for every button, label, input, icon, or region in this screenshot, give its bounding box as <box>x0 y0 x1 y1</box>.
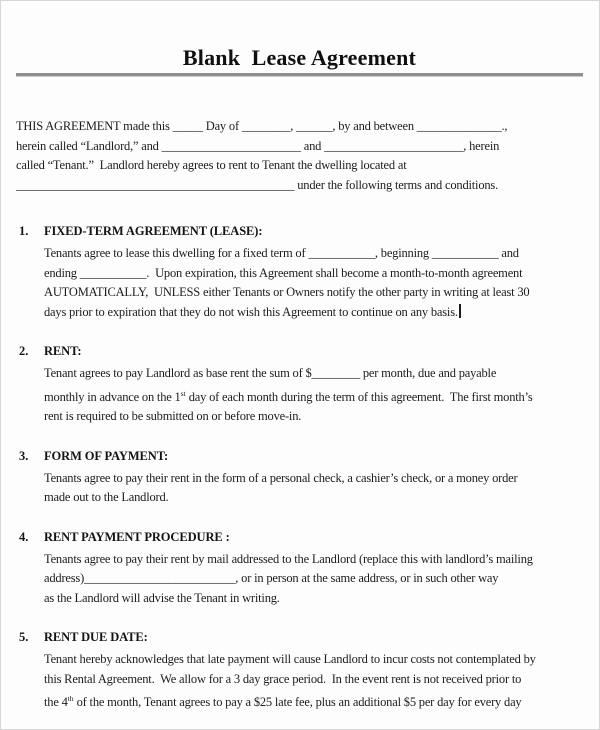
body-line: Tenants agree to pay their rent by mail addressed to the Landlord (replace this with landlord’s mailing <box>44 551 533 566</box>
intro-paragraph <box>16 117 583 195</box>
section-form-of-payment <box>16 447 583 508</box>
body-line: made out to the Landlord. <box>44 490 169 505</box>
section-number: 1. <box>19 224 29 238</box>
section-number: 5. <box>19 630 29 645</box>
section-heading: RENT: <box>44 344 82 358</box>
section-fixed-term-agreement <box>16 222 583 322</box>
section-number: 4. <box>19 529 29 544</box>
body-line-text: days prior to expiration that they do not wish this Agreement to continue on any basis. <box>44 304 458 319</box>
body-line: as the Landlord will advise the Tenant in writing. <box>44 590 280 605</box>
section-rent <box>16 342 583 427</box>
section-heading: FIXED-TERM AGREEMENT (LEASE): <box>44 224 263 238</box>
page-title: Blank Lease Agreement <box>182 45 417 70</box>
body-line: address)_________________________, or in person at the same address, or in such other way <box>44 571 499 586</box>
body-line: AUTOMATICALLY, UNLESS either Tenants or Owners notify the other party in writing at least 30 <box>44 285 530 299</box>
body-line: rent is required to be submitted on or before move-in. <box>44 409 302 424</box>
body-line: Tenants agree to pay their rent in the form of a personal check, a cashier’s check, or a money order <box>44 470 518 485</box>
body-line <box>44 303 583 323</box>
intro-line: THIS AGREEMENT made this _____ Day of ________, ______, by and between ______________., <box>16 119 508 133</box>
section-number: 3. <box>19 448 29 463</box>
intro-line: called “Tenant.” Landlord hereby agrees to rent to Tenant the dwelling located at <box>16 158 407 172</box>
body-line: monthly in advance on the 1st day of each month during the term of this agreement. The first month’s <box>44 388 533 404</box>
body-line: Tenant agrees to pay Landlord as base rent the sum of $________ per month, due and payable <box>44 366 497 380</box>
section-heading: FORM OF PAYMENT: <box>44 448 169 463</box>
section-rent-payment-procedure <box>16 528 583 609</box>
section-rent-due-date <box>16 628 583 713</box>
title-rule <box>16 73 583 77</box>
body-line: Tenants agree to lease this dwelling for a fixed term of ___________, beginning ___________ and <box>44 246 519 260</box>
body-line: ending ___________. Upon expiration, this Agreement shall become a month-to-month agreement <box>44 265 523 280</box>
text-cursor <box>459 304 461 318</box>
body-line: Tenant hereby acknowledges that late payment will cause Landlord to incur costs not contemplated by <box>44 652 536 667</box>
intro-line: herein called “Landlord,” and _______________________ and _______________________, herein <box>16 138 500 153</box>
body-line: this Rental Agreement. We allow for a 3 day grace period. In the event rent is not received prior to <box>44 671 522 686</box>
body-line: the 4th of the month, Tenant agrees to pay a $25 late fee, plus an additional $5 per day for every day <box>44 694 522 710</box>
section-heading: RENT DUE DATE: <box>44 630 148 645</box>
section-number: 2. <box>19 344 29 358</box>
section-heading: RENT PAYMENT PROCEDURE : <box>44 529 230 544</box>
intro-line: ______________________________________________ under the following terms and conditions. <box>16 177 499 192</box>
